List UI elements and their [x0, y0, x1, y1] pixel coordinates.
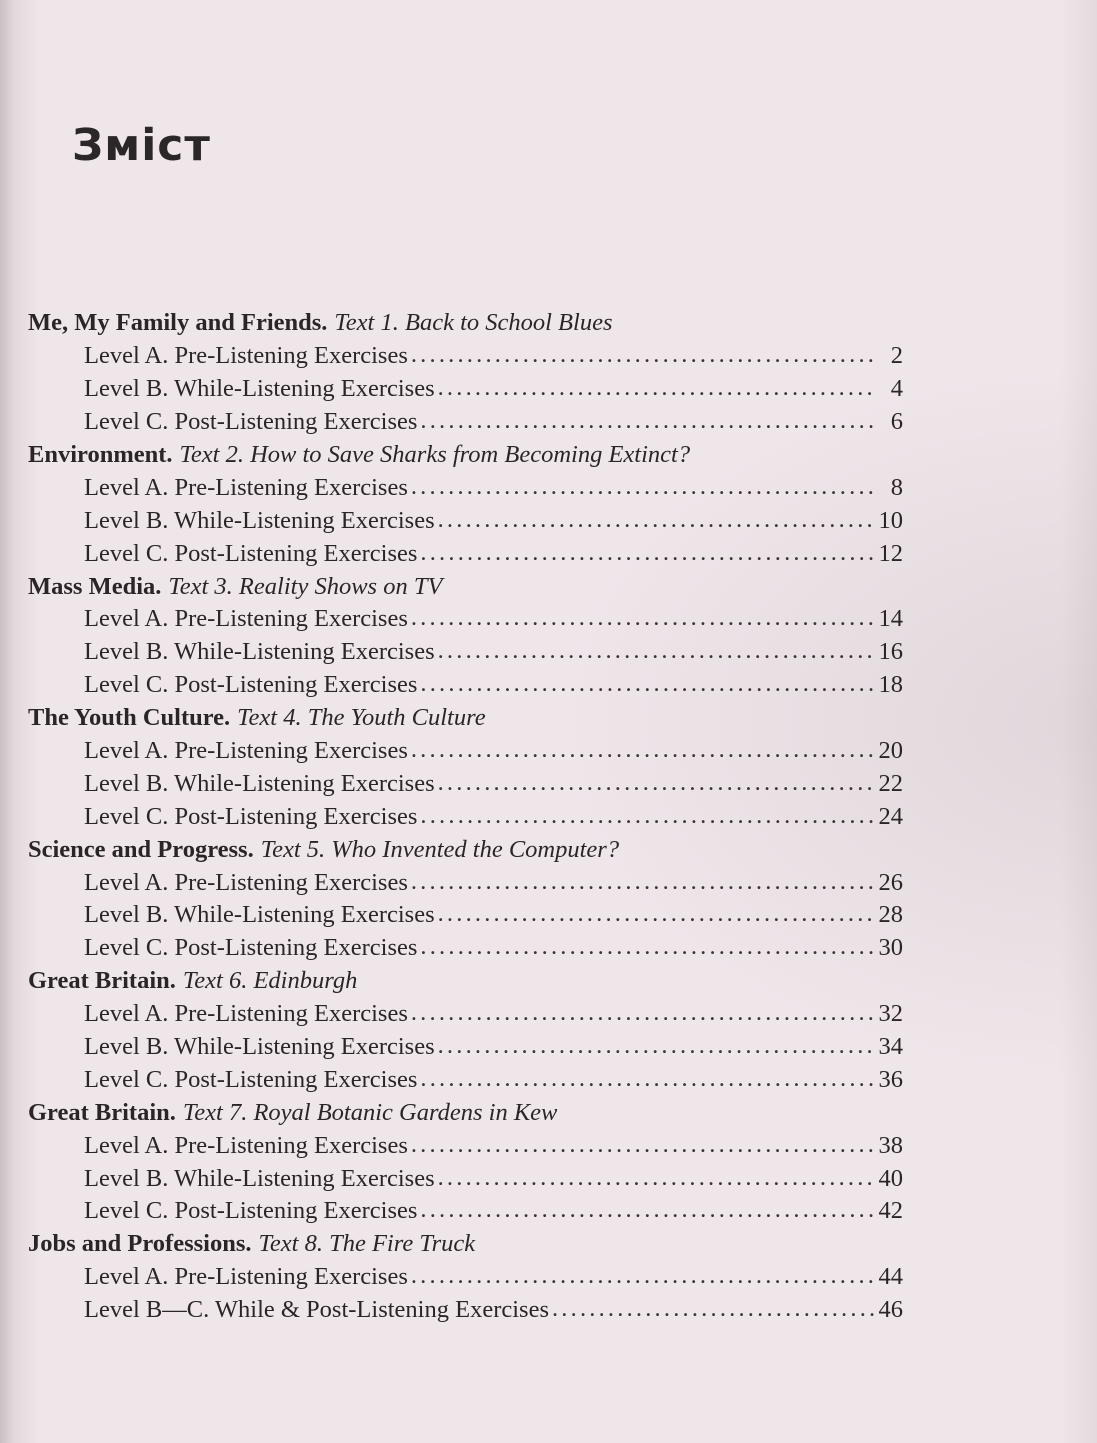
dot-leader [420, 933, 874, 961]
toc-entry[interactable] [28, 1063, 903, 1096]
toc-page-number: 32 [878, 1000, 903, 1028]
dot-leader [438, 637, 874, 665]
dot-leader [438, 1032, 874, 1060]
toc-entry-label: Level B. While-Listening Exercises [84, 375, 435, 403]
toc-entry-label: Level C. Post-Listening Exercises [84, 1197, 418, 1225]
section-title: Mass Media. [28, 572, 162, 600]
dot-leader [411, 868, 874, 896]
toc-entry-label: Level A. Pre-Listening Exercises [84, 868, 408, 896]
toc-page-number: 26 [878, 868, 903, 896]
toc-entry[interactable] [28, 735, 903, 768]
dot-leader [420, 407, 874, 435]
toc-entry-label: Level B. While-Listening Exercises [84, 638, 435, 666]
toc-entry-label: Level C. Post-Listening Exercises [84, 802, 418, 830]
toc-entry[interactable] [28, 767, 903, 800]
toc-entry-label: Level C. Post-Listening Exercises [84, 671, 418, 699]
dot-leader [438, 769, 874, 797]
dot-leader [411, 604, 874, 632]
toc-entry[interactable] [28, 1129, 903, 1162]
dot-leader [438, 374, 874, 402]
toc-entry-label: Level A. Pre-Listening Exercises [84, 342, 408, 370]
toc-entry-label: Level B—C. While & Post-Listening Exercises [84, 1296, 549, 1324]
toc-section-heading [28, 1228, 903, 1261]
toc-page-number: 2 [890, 342, 903, 370]
toc-page-number: 20 [878, 737, 903, 765]
toc-entry-label: Level C. Post-Listening Exercises [84, 408, 418, 436]
toc-entry-label: Level B. While-Listening Exercises [84, 901, 435, 929]
toc-page-number: 16 [878, 638, 903, 666]
toc-section-heading [28, 965, 903, 998]
section-title: Jobs and Professions. [28, 1230, 252, 1258]
toc-entry[interactable] [28, 899, 903, 932]
toc-entry-label: Level A. Pre-Listening Exercises [84, 1263, 408, 1291]
toc-page-number: 42 [878, 1197, 903, 1225]
toc-entry[interactable] [28, 1162, 903, 1195]
section-title: Environment. [28, 441, 173, 468]
toc-page-number: 4 [890, 375, 903, 403]
toc-section-heading [28, 439, 903, 472]
toc-entry-label: Level B. While-Listening Exercises [84, 1164, 435, 1192]
toc-page-number: 8 [890, 473, 903, 501]
toc-page-number: 38 [878, 1131, 903, 1159]
toc-section-heading [28, 570, 903, 603]
section-title: Great Britain. [28, 1098, 176, 1126]
page-title: Зміст [72, 120, 211, 171]
toc-entry-label: Level A. Pre-Listening Exercises [84, 737, 408, 765]
toc-page-number: 10 [878, 506, 903, 534]
toc-entry[interactable] [28, 998, 903, 1031]
toc-entry[interactable] [28, 1261, 903, 1294]
toc-entry[interactable] [28, 406, 903, 439]
section-text-title: Text 3. Reality Shows on TV [168, 572, 443, 600]
dot-leader [552, 1295, 874, 1323]
toc-page-number: 46 [878, 1296, 903, 1324]
toc-page-number: 36 [878, 1065, 903, 1093]
toc-entry-label: Level C. Post-Listening Exercises [84, 934, 418, 962]
dot-leader [411, 1262, 874, 1290]
toc-entry[interactable] [28, 504, 903, 537]
dot-leader [411, 1131, 874, 1159]
toc-section-heading [28, 1096, 903, 1129]
toc-entry-label: Level B. While-Listening Exercises [84, 769, 435, 797]
toc-entry[interactable] [28, 800, 903, 833]
dot-leader [411, 999, 874, 1027]
dot-leader [420, 1065, 874, 1093]
section-text-title: Text 8. The Fire Truck [258, 1230, 476, 1258]
toc-entry[interactable] [28, 340, 903, 373]
dot-leader [411, 341, 874, 369]
toc-page-number: 28 [878, 901, 903, 929]
toc-page-number: 30 [878, 934, 903, 962]
toc-page-number: 12 [878, 539, 903, 567]
toc-page-number: 44 [878, 1263, 903, 1291]
toc-entry[interactable] [28, 471, 903, 504]
dot-leader [438, 506, 874, 534]
toc-entry[interactable] [28, 669, 903, 702]
section-text-title: Text 5. Who Invented the Computer? [260, 835, 620, 863]
toc-section-heading [28, 307, 903, 340]
dot-leader [438, 900, 874, 928]
toc-entry[interactable] [28, 373, 903, 406]
toc-page-number: 18 [878, 671, 903, 699]
toc-entry-label: Level A. Pre-Listening Exercises [84, 1131, 408, 1159]
table-of-contents [28, 307, 903, 1327]
dot-leader [438, 1164, 874, 1192]
dot-leader [420, 670, 874, 698]
toc-page-number: 14 [878, 605, 903, 633]
section-title: The Youth Culture. [28, 704, 231, 732]
toc-entry[interactable] [28, 866, 903, 899]
toc-entry-label: Level A. Pre-Listening Exercises [84, 1000, 408, 1028]
toc-page-number: 40 [878, 1164, 903, 1192]
dot-leader [411, 736, 874, 764]
dot-leader [420, 1196, 874, 1224]
dot-leader [411, 473, 874, 501]
toc-entry-label: Level B. While-Listening Exercises [84, 506, 435, 534]
toc-section-heading [28, 702, 903, 735]
toc-entry-label: Level C. Post-Listening Exercises [84, 1065, 418, 1093]
toc-entry[interactable] [28, 1195, 903, 1228]
section-title: Science and Progress. [28, 835, 254, 863]
toc-page-number: 24 [878, 802, 903, 830]
section-title: Great Britain. [28, 967, 176, 995]
toc-entry[interactable] [28, 1031, 903, 1064]
toc-entry[interactable] [28, 603, 903, 636]
section-text-title: Text 2. How to Save Sharks from Becoming Extinct? [179, 441, 691, 468]
toc-section-heading [28, 833, 903, 866]
toc-page-number: 34 [878, 1033, 903, 1061]
toc-entry-label: Level B. While-Listening Exercises [84, 1033, 435, 1061]
section-text-title: Text 4. The Youth Culture [237, 704, 486, 732]
section-title: Me, My Family and Friends. [28, 309, 328, 337]
toc-entry-label: Level A. Pre-Listening Exercises [84, 473, 408, 501]
section-text-title: Text 6. Edinburgh [182, 967, 358, 995]
toc-page-number: 22 [878, 769, 903, 797]
section-text-title: Text 1. Back to School Blues [334, 309, 613, 337]
toc-entry[interactable] [28, 636, 903, 669]
toc-entry[interactable] [28, 932, 903, 965]
toc-entry[interactable] [28, 1294, 903, 1327]
dot-leader [420, 802, 874, 830]
toc-entry-label: Level A. Pre-Listening Exercises [84, 605, 408, 633]
toc-page-number: 6 [890, 408, 903, 436]
toc-entry[interactable] [28, 537, 903, 570]
dot-leader [420, 539, 874, 567]
section-text-title: Text 7. Royal Botanic Gardens in Kew [182, 1098, 558, 1126]
toc-entry-label: Level C. Post-Listening Exercises [84, 539, 418, 567]
